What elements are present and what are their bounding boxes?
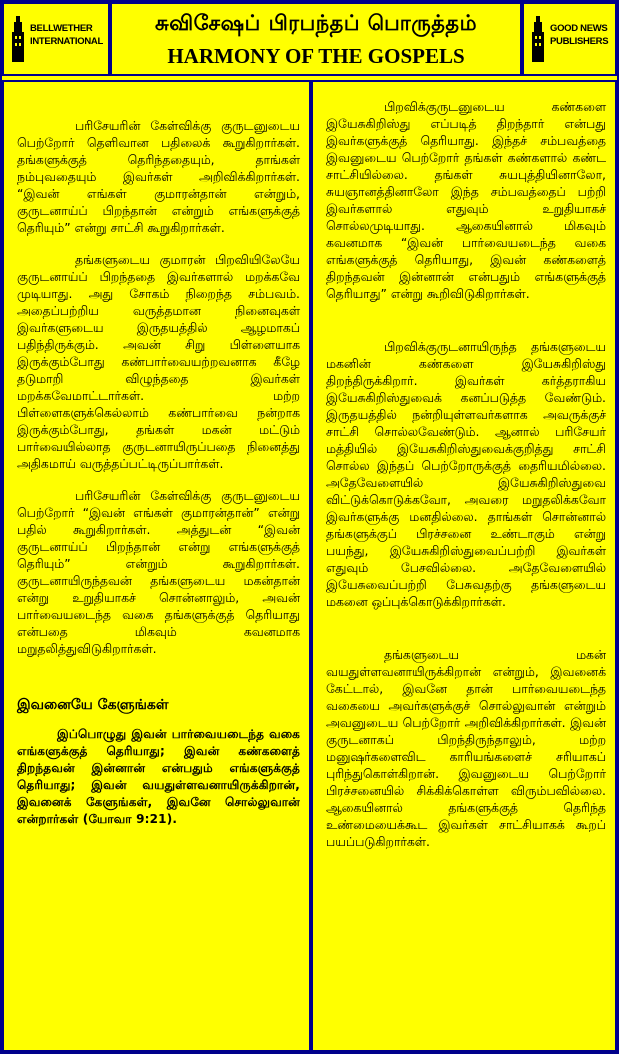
bellwether-logo	[10, 16, 103, 64]
left-paragraph-1: பரிசேயரின் கேள்விக்கு குருடனுடைய பெற்றோர் தெளிவான பதிலைக் கூறுகிறார்கள். தங்களுக்குத் தெரிந்ததையும், தாங்கள் நம்புவதையும் இவர்கள் அறிவிக்கிறார்கள். “இவன் எங்கள் குமாரன்தான் என்றும், குருடனாய்ப் பிறந்தான் என்றும் எங்களுக்குத் தெரியும்” என்று சாட்சி கூறுகிறார்கள்.	[17, 118, 300, 235]
right-column	[311, 80, 617, 1052]
right-paragraph-3: தங்களுடைய மகன் வயதுள்ளவனாயிருக்கிறான் என்றும், இவனைக் கேட்டால், இவனே தான் பார்வையடைந்த வகையை அவர்களுக்குச் சொல்லுவான் என்றும் அவனுடைய பெற்றோர் அறிவிக்கிறார்கள். இவன் குருடனாகப் பிறந்திருந்தாலும், மற்ற மனுஷர்களைவிட காரியங்களைச் சரியாகப் புரிந்துகொள்கிறான். இவனுடைய பெற்றோர் பிரச்சனையில் சிக்கிக்கொள்ள விரும்பவில்லை. ஆகையினால் தங்களுக்குத் தெரிந்த உண்மையைக்கூட இவர்கள் சாட்சியாகக் கூறப் பயப்படுகிறார்கள்.	[326, 647, 606, 849]
section-subheading: இவனையே கேளுங்கள்	[17, 697, 169, 713]
right-paragraph-1: பிறவிக்குருடனுடைய கண்களை இயேசுகிறிஸ்து எப்படித் திறந்தார் என்பது இவர்களுக்குத் தெரியாது. இந்தச் சம்பவத்தை இவனுடைய பெற்றோர் தங்கள் கண்களால் கண்ட சாட்சியில்லை. தங்கள் சுயபுத்தியினாலோ, சுயஞானத்தினாலோ இந்த சம்பவத்தைப் பற்றி இவர்களால் எதுவும் உறுதியாகச் சொல்லமுடியாது. ஆகையினால் மிகவும் கவனமாக “இவன் பார்வையடைந்த வகை எங்களுக்குத் தெரியாது, இவன் கண்களைத் திறந்தவன் இன்னான் என்பதும் எங்களுக்குத் தெரியாது” என்று கூறிவிடுகிறார்கள்.	[326, 99, 606, 301]
left-logo-line-1: BELLWETHER	[30, 23, 93, 34]
title-english: HARMONY OF THE GOSPELS	[167, 44, 465, 68]
building-icon	[12, 16, 24, 62]
right-paragraph-2: பிறவிக்குருடனாயிருந்த தங்களுடைய மகனின் கண்களை இயேசுகிறிஸ்து திறந்திருக்கிறார். இவர்கள் கர்த்தராகிய இயேசுகிறிஸ்துவைக் கனப்படுத்த வேண்டும். இருதயத்தில் நன்றியுள்ளவர்களாக அவருக்குச் சாட்சி சொல்லவேண்டும். ஆனால் பரிசேயர் மத்தியில் இயேசுகிறிஸ்துவைக்குறித்து சாட்சி சொல்ல இந்தப் பெற்றோருக்குத் தைரியமில்லை. அதேவேளையில் இயேசுகிறிஸ்துவை விட்டுக்கொடுக்கவோ, அவரை மறுதலிக்கவோ இவர்களுக்கு மனதில்லை. தாங்கள் சொன்னால் தங்களுக்குப் பிரச்சனை உண்டாகும் என்று பயந்து, இயேசுகிறிஸ்துவைப்பற்றி இவர்கள் எதுவும் பேசவில்லை. அதேவேளையில் இயேசுவைப்பற்றி பேசுவதற்கு தங்களுடைய மகனை ஒப்புக்கொடுக்கிறார்கள்.	[326, 339, 606, 609]
header	[2, 2, 617, 78]
good-news-logo	[530, 16, 618, 64]
left-logo-box	[2, 2, 110, 76]
left-logo-line-2: INTERNATIONAL	[30, 36, 103, 47]
right-logo-box	[522, 2, 617, 76]
title-tamil: சுவிசேஷப் பிரபந்தப் பொருத்தம்	[155, 11, 477, 35]
scripture-quote: இப்பொழுது இவன் பார்வையடைந்த வகை எங்களுக்குத் தெரியாது; இவன் கண்களைத் திறந்தவன் இன்னான் என்பதும் எங்களுக்குத் தெரியாது; இவன் வயதுள்ளவனாயிருக்கிறான், இவனைக் கேளுங்கள், இவனே சொல்லுவான் என்றார்கள் (யோவா 9:21).	[17, 727, 300, 826]
title-box	[110, 2, 522, 76]
right-logo-line-2: PUBLISHERS	[550, 36, 609, 47]
left-paragraph-3: பரிசேயரின் கேள்விக்கு குருடனுடைய பெற்றோர் “இவன் எங்கள் குமாரன்தான்” என்று பதில் கூறுகிறார்கள். அத்துடன் “இவன் குருடனாய்ப் பிறந்தான் என்று எங்களுக்குத் தெரியும்” என்றும் கூறுகிறார்கள். குருடனாயிருந்தவன் தங்களுடைய மகன்தான் என்று உறுதியாகச் சொன்னாலும், அவன் பார்வையடைந்த வகை தங்களுக்குத் தெரியாது என்பதை மிகவும் கவனமாக மறுதலித்துவிடுகிறார்கள்.	[17, 488, 300, 656]
left-column	[2, 80, 311, 1052]
right-logo-line-1: GOOD NEWS	[550, 23, 608, 34]
building-icon	[532, 16, 544, 62]
left-paragraph-2: தங்களுடைய குமாரன் பிறவியிலேயே குருடனாய்ப் பிறந்ததை இவர்களால் மறக்கவே முடியாது. அது சோகம் நிறைந்த சம்பவம். அதைப்பற்றிய வருத்தமான நினைவுகள் இவர்களுடைய இருதயத்தில் ஆழமாகப் பதிந்திருக்கும். அவன் சிறு பிள்ளையாக இருக்கும்போது கண்பார்வையற்றவனாக கீழே தடுமாறி விழுந்ததை இவர்கள் மறக்கவேமாட்டார்கள். மற்ற பிள்ளைகளுக்கெல்லாம் கண்பார்வை நன்றாக இருக்கும்போது, தங்கள் மகன் மட்டும் பார்வையில்லாத குருடனாயிருப்பதை நினைத்து அதிகமாய் வருத்தப்பட்டிருப்பார்கள்.	[17, 252, 300, 471]
